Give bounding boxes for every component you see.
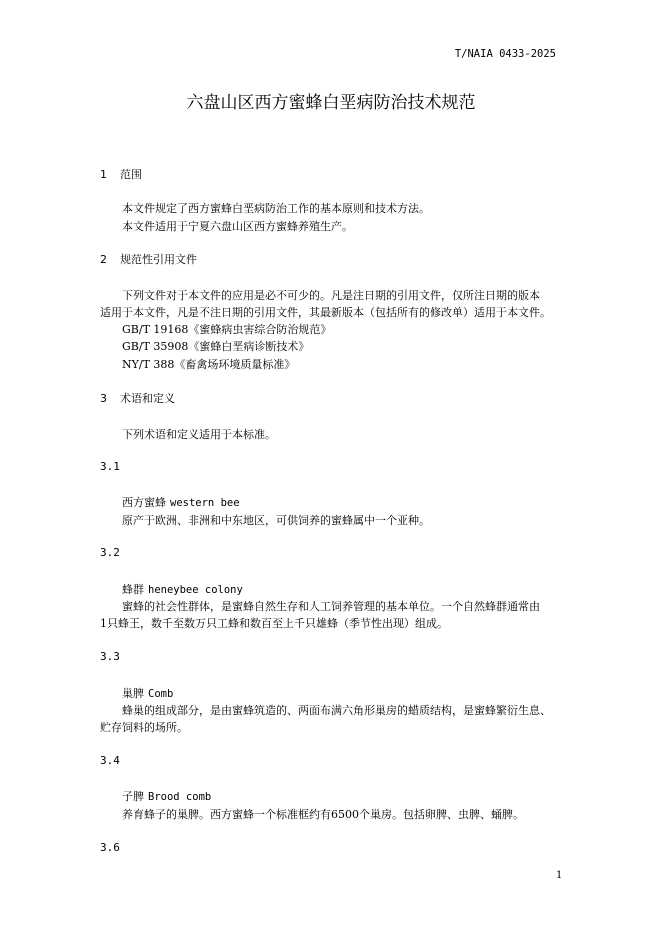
term-entry	[122, 685, 173, 701]
section-number: 2	[100, 253, 107, 266]
term-chinese: 西方蜜蜂	[122, 496, 166, 509]
section-heading-normative-references	[100, 251, 197, 267]
term-definition: 原产于欧洲、非洲和中东地区，可供饲养的蜜蜂属中一个亚种。	[122, 514, 430, 527]
section-title: 术语和定义	[120, 392, 175, 405]
term-chinese: 子脾	[122, 790, 144, 803]
term-definition-continuation: 贮存饲料的场所。	[100, 721, 188, 734]
document-title: 六盘山区西方蜜蜂白垩病防治技术规范	[186, 93, 476, 113]
page-number: 1	[556, 870, 563, 881]
term-english: Comb	[148, 688, 174, 700]
subsection-number: 3.4	[100, 754, 120, 767]
term-entry	[122, 494, 240, 510]
subsection-number: 3.3	[100, 650, 120, 663]
section-number: 3	[100, 392, 107, 405]
term-definition: 蜂巢的组成部分，是由蜜蜂筑造的、两面布满六角形巢房的蜡质结构，是蜜蜂繁衍生息、	[122, 704, 551, 717]
term-english: western bee	[170, 497, 240, 509]
section-heading-scope	[100, 166, 142, 182]
document-code: T/NAIA 0433-2025	[454, 48, 556, 60]
paragraph-continuation: 适用于本文件，凡是不注日期的引用文件，其最新版本（包括所有的修改单）适用于本文件。	[100, 306, 551, 319]
term-definition: 蜜蜂的社会性群体，是蜜蜂自然生存和人工饲养管理的基本单位。一个自然蜂群通常由	[122, 600, 540, 613]
paragraph: 下列术语和定义适用于本标准。	[122, 428, 276, 441]
section-heading-terms	[100, 390, 175, 406]
section-number: 1	[100, 168, 107, 181]
reference-item: NY/T 388《畜禽场环境质量标准》	[122, 358, 296, 371]
reference-item: GB/T 35908《蜜蜂白垩病诊断技术》	[122, 340, 310, 353]
reference-item: GB/T 19168《蜜蜂病虫害综合防治规范》	[122, 323, 332, 336]
term-definition-continuation: 1只蜂王，数千至数万只工蜂和数百至上千只雄蜂（季节性出现）组成。	[100, 617, 448, 630]
subsection-number: 3.2	[100, 546, 120, 559]
paragraph: 下列文件对于本文件的应用是必不可少的。凡是注日期的引用文件，仅所注日期的版本	[122, 289, 540, 302]
term-entry	[122, 788, 211, 804]
subsection-number: 3.1	[100, 460, 120, 473]
term-chinese: 巢脾	[122, 687, 144, 700]
term-english: Brood comb	[148, 791, 212, 803]
term-chinese: 蜂群	[122, 583, 144, 596]
paragraph: 本文件规定了西方蜜蜂白垩病防治工作的基本原则和技术方法。	[122, 202, 430, 215]
section-title: 规范性引用文件	[120, 253, 197, 266]
section-title: 范围	[120, 168, 142, 181]
term-definition: 养育蜂子的巢脾。西方蜜蜂一个标准框约有6500个巢房。包括卵脾、虫脾、蛹脾。	[122, 808, 524, 821]
subsection-number: 3.6	[100, 841, 120, 854]
term-entry	[122, 581, 243, 597]
term-english: heneybee colony	[148, 584, 243, 596]
paragraph: 本文件适用于宁夏六盘山区西方蜜蜂养殖生产。	[122, 220, 353, 233]
